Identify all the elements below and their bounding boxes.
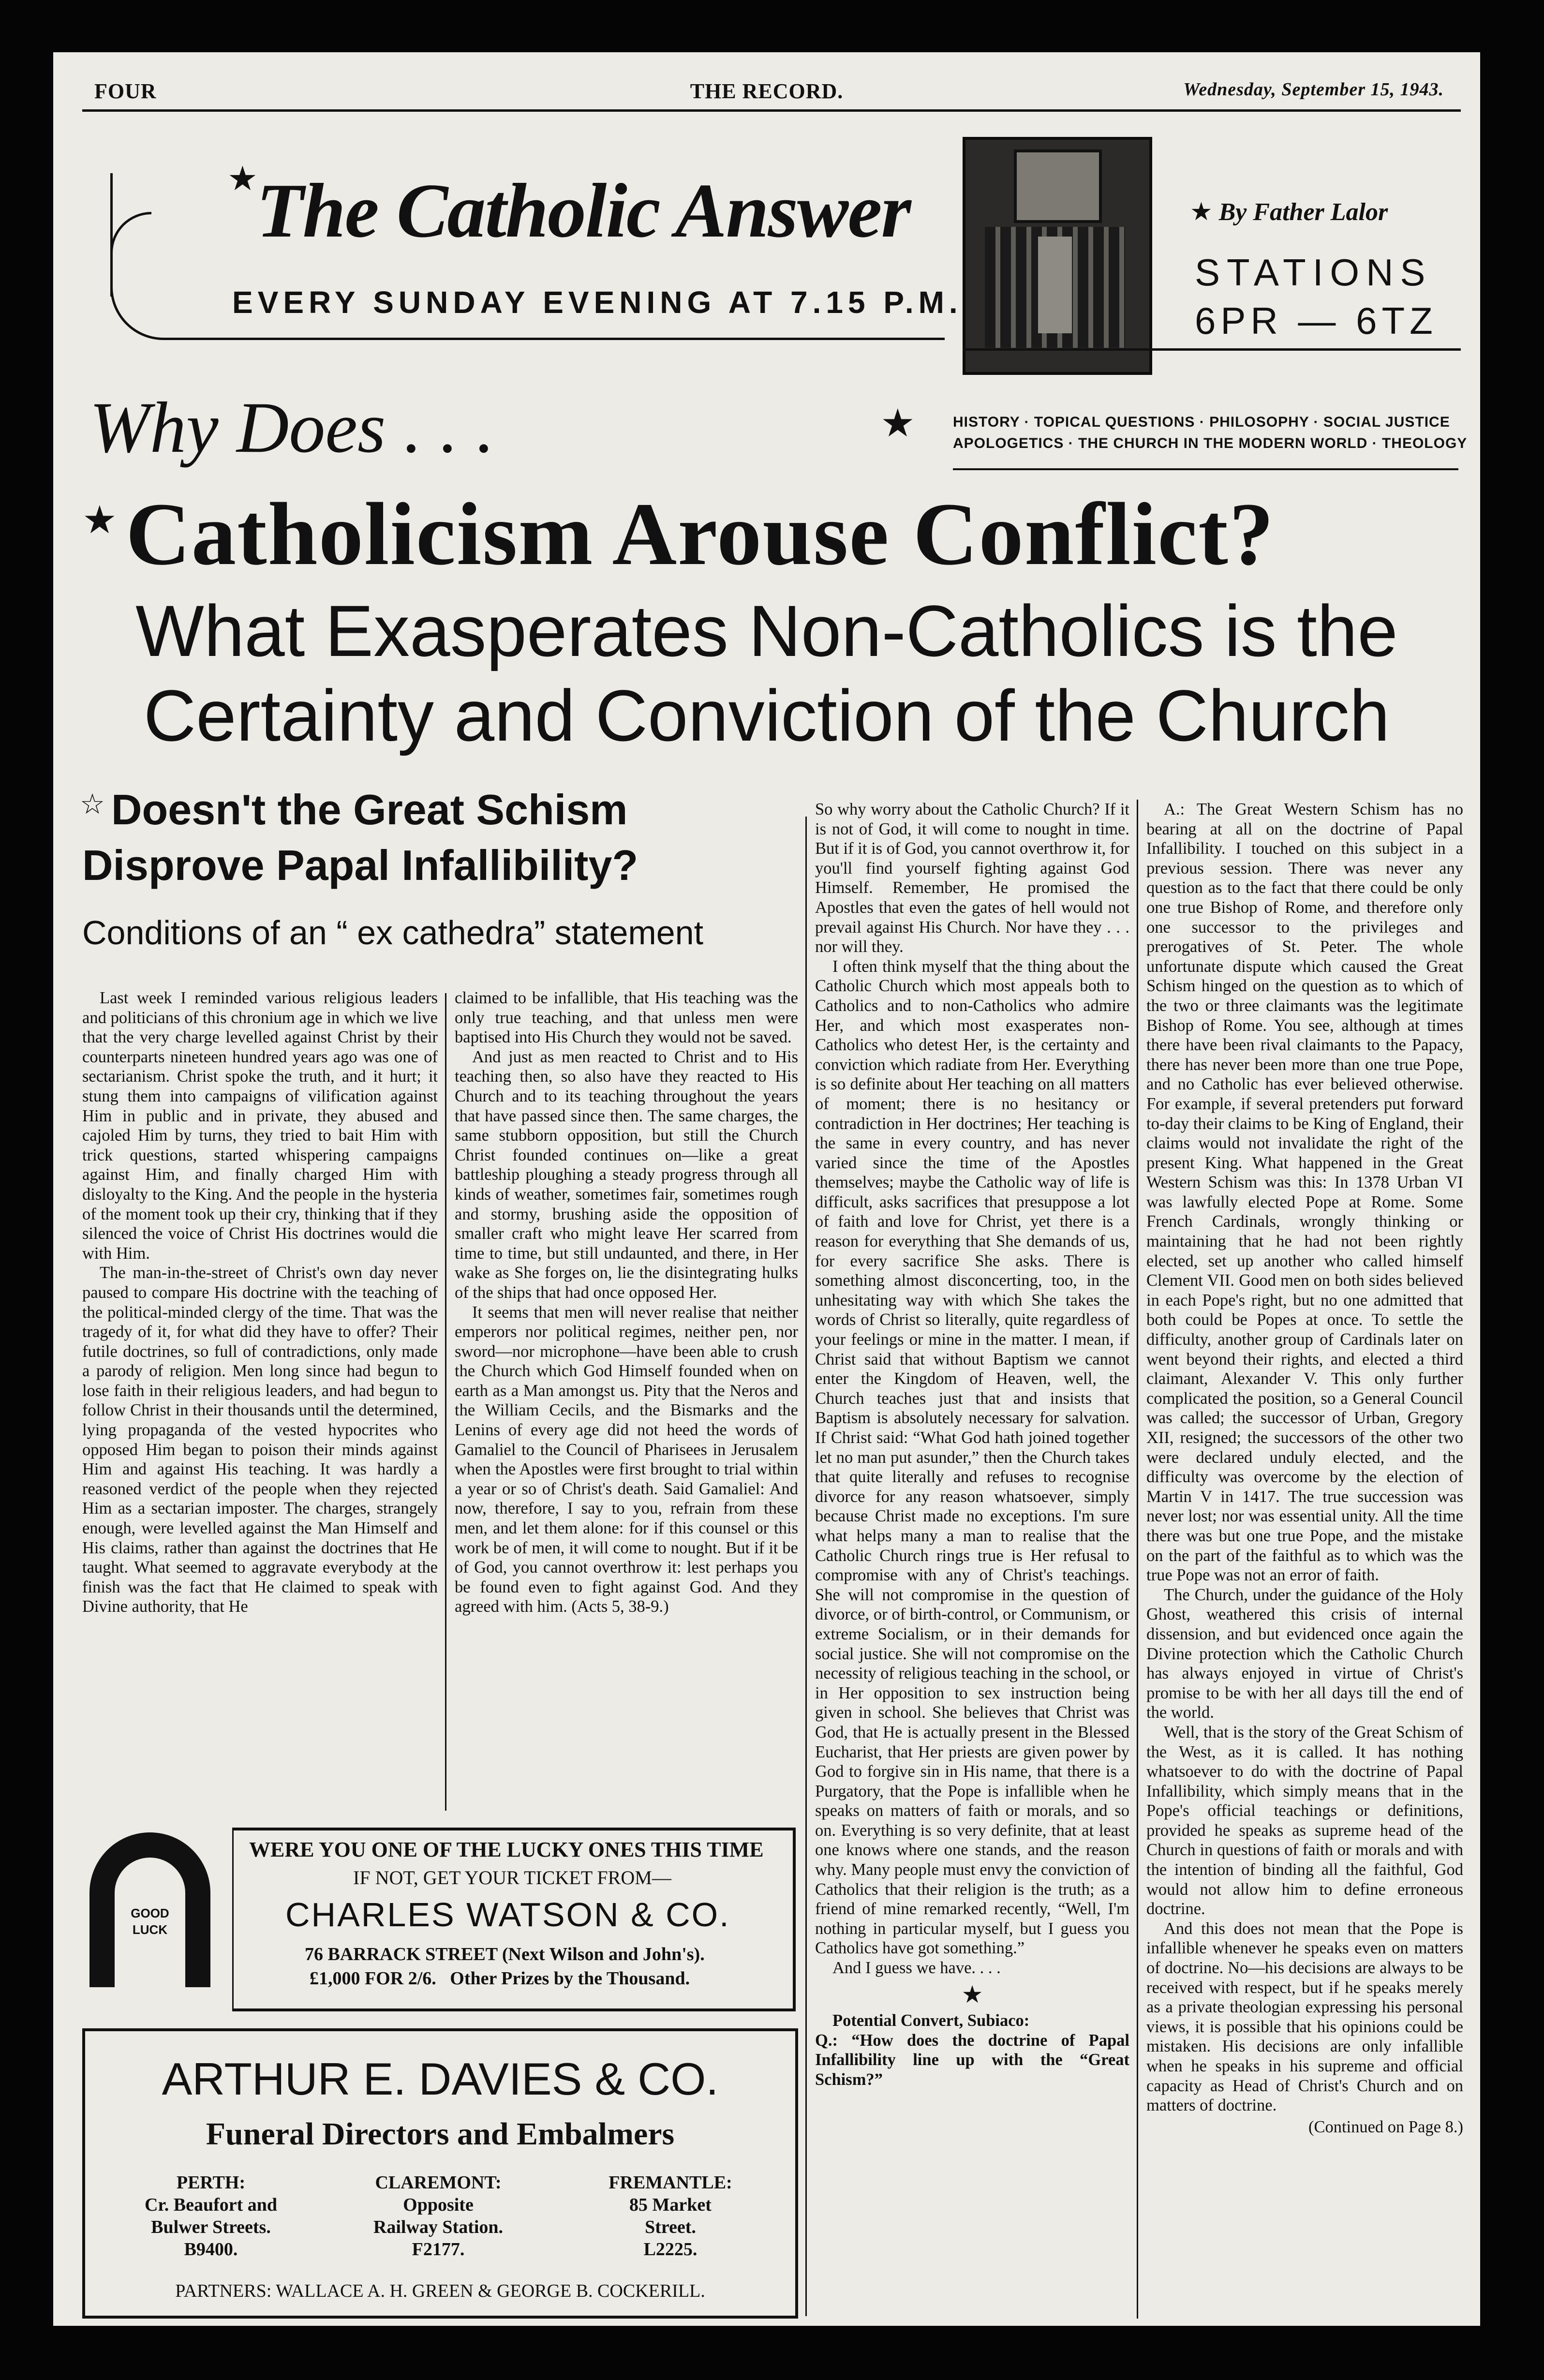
- stations-label: STATIONS: [1195, 251, 1432, 294]
- article-column-3: [815, 800, 1129, 2090]
- lottery-address: 76 BARRACK STREET (Next Wilson and John's).: [305, 1944, 705, 1964]
- branch-claremont: CLAREMONT: Opposite Railway Station. F2177.: [373, 2172, 504, 2260]
- star-icon: ★: [1190, 197, 1213, 226]
- banner-rule: [963, 348, 1461, 351]
- paragraph: And just as men reacted to Christ and to His teaching then, so also have they reacted to His Church and to its teaching throughout the years that have passed since then. The same charges, the same stubborn opposition, but still the Church Christ founded continues on—like a great battleship ploughing a steady progress through all kinds of weather, sometimes fair, sometimes rough and stormy, brushing aside the opposition of smaller craft who might leave Her scarred from time to time, but still undaunted, and there, in Her wake as She forges on, lie the disintegrating hulks of the ships that had once opposed Her.: [455, 1047, 798, 1302]
- good-luck-label: GOOD LUCK: [131, 1906, 169, 1937]
- branch-perth: PERTH: Cr. Beaufort and Bulwer Streets. B9400.: [144, 2172, 278, 2260]
- paper-name: THE RECORD.: [690, 79, 844, 103]
- paragraph: And I guess we have. . . .: [832, 1959, 1001, 1978]
- deck-line-2: Certainty and Conviction of the Church: [143, 675, 1390, 756]
- sub-deck: Conditions of an “ ex cathedra” statement: [82, 914, 704, 952]
- topics-line-2: APOLOGETICS · THE CHURCH IN THE MODERN WORLD · THEOLOGY: [953, 435, 1468, 451]
- paragraph: It seems that men will never realise that neither emperors nor political regimes, neither pen, nor sword—nor microphone—have been able to crush the Church which God Himself founded when on earth as a Man amongst us. Pity that the Neros and the William Cecils, and the Bismarks and the Lenins of every age did not heed the words of Gamaliel to the Council of Pharisees in Jerusalem when the Apostles were first brought to trial within a year or so of Christ's death. Said Gamaliel: And now, therefore, I say to you, refrain from these men, and let them alone: for if this counsel or this work be of men, it will come to nought. But if it be of God, you cannot overthrow it: lest perhaps you be found even to fight against God. And they agreed with him. (Acts 5, 38-9.): [455, 1303, 798, 1616]
- headline-kicker: Why Does . . .: [89, 387, 495, 468]
- column-rule: [1137, 800, 1138, 2319]
- issue-date: Wednesday, September 15, 1943.: [1183, 79, 1444, 100]
- lottery-line-2: IF NOT, GET YOUR TICKET FROM—: [353, 1867, 671, 1889]
- program-schedule: EVERY SUNDAY EVENING AT 7.15 P.M.: [232, 285, 963, 320]
- sub-headline-1: Doesn't the Great Schism: [111, 786, 628, 833]
- continued-note: (Continued on Page 8.): [1308, 2117, 1463, 2136]
- lottery-line-1: WERE YOU ONE OF THE LUCKY ONES THIS TIME: [249, 1838, 764, 1861]
- paragraph: The man-in-the-street of Christ's own day never paused to compare His doctrine with the teaching of the political-minded clergy of the time. That was the tragedy of it, for what did they have to offer? Their futile doctrines, so full of contradictions, only made a parody of religion. Men long since had begun to lose faith in their religious leaders, and had begun to follow Christ in their thousands until the determined, lying propaganda of the vested hypocrites who opposed Him began to poison their minds against Him and against His teaching. It was hardly a reasoned verdict of the people when they rejected Him as a sectarian imposter. The charges, strangely enough, were levelled against the Man Himself and His claims, rather than against the doctrines that He taught. What seemed to aggravate everybody at the finish was the fact that He claimed to speak with Divine authority, that He: [82, 1264, 438, 1616]
- star-icon: ★: [880, 401, 915, 446]
- deck-line-1: What Exasperates Non-Catholics is the: [135, 590, 1398, 671]
- star-outline-icon: ☆: [80, 788, 105, 820]
- article-column-4: [1146, 800, 1463, 2137]
- topics-line-1: HISTORY · TOPICAL QUESTIONS · PHILOSOPHY · SOCIAL JUSTICE: [953, 414, 1450, 430]
- byline: ★ By Father Lalor: [1190, 197, 1388, 226]
- masthead-rule: [82, 109, 1461, 112]
- article-column-1: [82, 988, 438, 1617]
- lottery-ad: [82, 1823, 798, 2016]
- paragraph: So why worry about the Catholic Church? If it is not of God, it will come to nought in time. But if it is of God, you cannot overthrow it, for you'll find yourself fighting against God Himself. Remember, He promised the Apostles that even the gates of hell would not prevail against His Church. Nor have they . . . nor will they.: [815, 800, 1129, 956]
- article-column-2: [455, 988, 798, 1617]
- topics-rule: [953, 468, 1458, 470]
- column-rule: [445, 993, 446, 1811]
- paragraph: Last week I reminded various religious leaders and politicians of this chronium age in which we live that the very charge levelled against Christ by their counterparts nineteen hundred years ago was one of sectarianism. Christ spoke the truth, and it hurt; it stung them into campaigns of vilification against Him in public and in private, they abused and cajoled Him by turns, they tried to bait Him with trick questions, started whispering campaigns against Him, and finally charged Him with disloyalty to the King. And the people in the hysteria of the moment took up their cry, thinking that if they silenced the voice of Christ His doctrines would die with Him.: [82, 989, 438, 1263]
- page-number: FOUR: [94, 79, 157, 103]
- sub-headline-2: Disprove Papal Infallibility?: [82, 841, 638, 889]
- query-question: Q.: “How does the doctrine of Papal Infallibility line up with the “Great Schism?”: [815, 2031, 1129, 2089]
- paragraph: A.: The Great Western Schism has no bearing at all on the doctrine of Papal Infallibility. I touched on this subject in a previous session. There was never any question as to the fact that there could be only one true Bishop of Rome, and therefore only one successor to the privileges and prerogatives of St. Peter. The whole unfortunate dispute which caused the Great Schism hinged on the question as to which of the two or three claimants was the legitimate Bishop of Rome. You see, although at times there have been rival claimants to the Papacy, there has never been more than one true Pope, and no Catholic has ever believed otherwise. For example, if several pretenders put forward to-day their claims to be King of England, their claims would not invalidate the right of the present King. What happened in the Great Western Schism was this: In 1378 Urban VI was lawfully elected Pope at Rome. Some French Cardinals, wrongly thinking or maintaining that he had not been rightly elected, set up another who called himself Clement VII. Good men on both sides believed in each Pope's right, but no one admitted that both could be Popes at once. To settle the difficulty, another group of Cardinals later on went beyond their rights, and elected a third claimant, Alexander V. This only further complicated the position, so a General Council was called; the successor of Urban, Gregory XII, resigned; the successors of the other two were declared unduly elected, and the difficulty was overcome by the election of Martin V in 1417. The true succession was never lost; nor was essential unity. All the time there was but one true Pope, and the mistake on the part of the faithful as to which was the true Pope was not an error of faith.: [1146, 800, 1463, 1585]
- funeral-firm-sub: Funeral Directors and Embalmers: [206, 2116, 675, 2152]
- main-headline: Catholicism Arouse Conflict?: [126, 485, 1275, 584]
- paragraph: The Church, under the guidance of the Holy Ghost, weathered this crisis of internal dissension, and but evidenced once again the Divine protection which the Catholic Church has always enjoyed in virtue of Christ's promise to be with her all days till the end of the world.: [1146, 1585, 1463, 1722]
- lottery-agent: CHARLES WATSON & CO.: [285, 1896, 730, 1934]
- stations-list: 6PR — 6TZ: [1195, 299, 1438, 342]
- star-icon: ★: [82, 497, 117, 542]
- star-icon: ★: [961, 1980, 983, 2008]
- star-icon: ★: [227, 159, 258, 198]
- branch-fremantle: FREMANTLE: 85 Market Street. L2225.: [609, 2172, 732, 2260]
- paragraph: And this does not mean that the Pope is infallible whenever he speaks even on matters of doctrine. No—his decisions are always to be received with respect, but if he speaks merely as a private theologian expressing his personal views, it is possible that his opinions could be mistaken. His decisions are only infallible when he speaks in his supreme and official capacity as Head of Christ's Church and on matters of doctrine.: [1146, 1919, 1463, 2115]
- query-sender: Potential Convert, Subiaco:: [832, 2011, 1030, 2030]
- paragraph: Well, that is the story of the Great Schism of the West, as it is called. It has nothing whatsoever to do with the doctrine of Papal Infallibility, which simply means that in the Pope's official teachings or definitions, provided he speaks as supreme head of the Church in questions of faith or morals and with the intention of binding all the faithful, God would not allow him to define erroneous doctrine.: [1146, 1723, 1463, 1919]
- radio-set-icon: [963, 137, 1152, 375]
- funeral-ad: [82, 2028, 798, 2319]
- column-rule: [805, 817, 807, 2316]
- newspaper-page: [53, 52, 1480, 2326]
- paragraph: I often think myself that the thing about the Catholic Church which most appeals both to Catholics and to non-Catholics who admire Her, and which most exasperates non-Catholics who detest Her, is the certainty and conviction which radiate from Her. Everything is so definite about Her teaching on all matters of moment; there is no hesitancy or contradiction in Her doctrines; Her teaching is the same in every country, and has never varied since the time of the Apostles themselves; maybe the Catholic way of life is difficult, asks sacrifices that presuppose a lot of faith and love for Christ, yet there is a reason for everything that She demands of us, for every sacrifice She asks. There is something almost disconcerting, too, in the unhesitating way with which She takes the words of Christ so literally, quite regardless of your feelings or mine in the matter. I mean, if Christ said that without Baptism we cannot enter the Kingdom of Heaven, well, the Church teaches just that and insists that Baptism is absolutely necessary for salvation. If Christ said: “What God hath joined together let no man put asunder,” then the Church takes that quite literally and refuses to recognise divorce for any reason whatsoever, simply because Christ made no exceptions. I'm sure what helps many a man to realise that the Catholic Church rings true is Her refusal to compromise with any of Christ's teachings. She will not compromise in the question of divorce, or of birth-control, or Communism, or extreme Socialism, or in their demands for social justice. She will not compromise on the necessity of religious teaching in the school, or in Her opposition to sex instruction being given in school. She believes that Christ was God, that He is actually present in the Blessed Eucharist, that Her priests are given power by God to forgive sin in His name, that there is a Purgatory, that the Pope is infallible when he speaks on matters of faith or morals, and so on. Everything is so very definite, that at least one knows where one stands, and the reason why. Many people must envy the conviction of Catholics that their religion is the truth; as a friend of mine remarked recently, “Well, I'm nothing in particular myself, but I guess you Catholics have got something.”: [815, 957, 1129, 1958]
- funeral-firm-name: ARTHUR E. DAVIES & CO.: [162, 2053, 719, 2104]
- paragraph: claimed to be infallible, that His teaching was the only true teaching, and that unless men were baptised into His Church they would not be saved.: [455, 989, 798, 1047]
- funeral-partners: PARTNERS: WALLACE A. H. GREEN & GEORGE B. COCKERILL.: [175, 2281, 705, 2301]
- lottery-prize: £1,000 FOR 2/6. Other Prizes by the Thousand.: [310, 1968, 690, 1989]
- program-title: The Catholic Answer: [256, 167, 910, 253]
